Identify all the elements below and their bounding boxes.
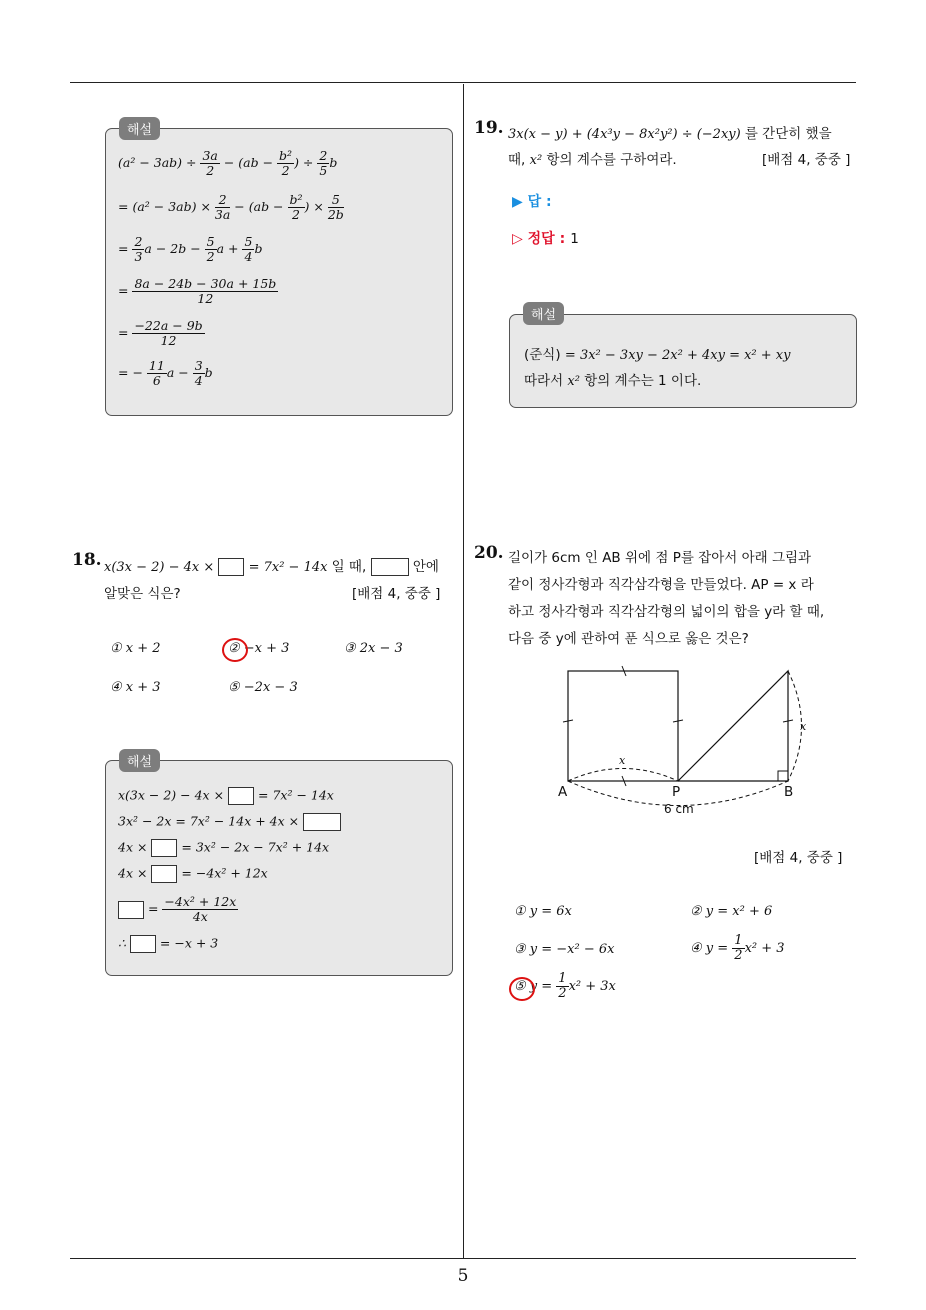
sol17-line-5: = $\frac{-22a - 9b}{12}$ bbox=[118, 318, 203, 348]
q20-choice-2[interactable]: ② y = x² + 6 bbox=[690, 904, 773, 919]
answer-blank bbox=[218, 558, 244, 576]
solution-tag-18: 해설 bbox=[119, 749, 160, 772]
solution-box-18 bbox=[105, 760, 453, 976]
sol19-line-2: 따라서 x² 항의 계수는 1 이다. bbox=[524, 373, 702, 389]
sol18-line-4: 4x × = −4x² + 12x bbox=[118, 865, 268, 883]
q18-line-2: 알맞은 식은? bbox=[104, 586, 181, 602]
q19-score: [배점 4, 중중 ] bbox=[762, 152, 851, 168]
q18-score: [배점 4, 중중 ] bbox=[352, 586, 441, 602]
q20-line-4: 다음 중 y에 관하여 푼 식으로 옳은 것은? bbox=[508, 631, 749, 647]
selected-answer-circle bbox=[222, 638, 248, 662]
sol17-line-2: = (a² − 3ab) × $\frac{2}{3a}$ − (ab − $\frac{\text{b²}}{2}$ ) × $\frac{5}{2b}$ bbox=[118, 192, 344, 222]
top-rule bbox=[70, 82, 856, 83]
q18-choice-2[interactable]: ② −x + 3 bbox=[228, 641, 290, 656]
point-p-label: P bbox=[672, 784, 681, 800]
solution-box-19 bbox=[509, 314, 857, 408]
length-label: 6 cm bbox=[664, 802, 694, 816]
point-a-label: A bbox=[558, 784, 568, 800]
column-divider bbox=[463, 84, 464, 1258]
sol18-line-6: ∴ = −x + 3 bbox=[118, 935, 218, 953]
question-number-18: 18. bbox=[72, 550, 102, 570]
q19-line-2: 때, x² 항의 계수를 구하여라. bbox=[508, 152, 677, 168]
q20-choice-1[interactable]: ① y = 6x bbox=[514, 904, 572, 919]
solution-tag-19: 해설 bbox=[523, 302, 564, 325]
question-number-20: 20. bbox=[474, 543, 504, 563]
sol18-line-3: 4x × = 3x² − 2x − 7x² + 14x bbox=[118, 839, 329, 857]
q20-choice-5[interactable]: ⑤ y = $\frac{1}{2}$ x² + 3x bbox=[514, 971, 616, 1001]
sol17-line-4: = $\frac{8a - 24b - 30a + 15b}{12}$ bbox=[118, 276, 277, 306]
q18-choice-4[interactable]: ④ x + 3 bbox=[110, 680, 161, 695]
sol17-line-1: (a² − 3ab) ÷ $\frac{3a}{2}$ − (ab − $\frac{\text{b²}}{2}$ ) ÷ $\frac{2}{5}$ b bbox=[118, 148, 338, 178]
q18-choice-3[interactable]: ③ 2x − 3 bbox=[344, 641, 403, 656]
q20-line-3: 하고 정사각형과 직각삼각형의 넓이의 합을 y라 할 때, bbox=[508, 604, 825, 620]
sol18-line-2: 3x² − 2x = 7x² − 14x + 4x × bbox=[118, 813, 341, 831]
x-label-ap: x bbox=[619, 754, 626, 767]
answer-blank bbox=[371, 558, 409, 576]
sol19-line-1: (준식) = 3x² − 3xy − 2x² + 4xy = x² + xy bbox=[524, 347, 791, 363]
bottom-rule bbox=[70, 1258, 856, 1259]
sol17-line-3: = $\frac{2}{3}$ a − 2b − $\frac{5}{2}$ a + $\frac{5}{4}$ b bbox=[118, 234, 263, 264]
answer-label: ▶ 답 : bbox=[512, 194, 552, 210]
q19-line-1: 3x(x − y) + (4x³y − 8x²y²) ÷ (−2xy) 를 간단히 했을 bbox=[508, 126, 832, 142]
q20-choice-3[interactable]: ③ y = −x² − 6x bbox=[514, 942, 615, 957]
point-b-label: B bbox=[784, 784, 794, 800]
q20-choice-4[interactable]: ④ y = $\frac{1}{2}$ x² + 3 bbox=[690, 933, 785, 963]
sol18-line-1: x(3x − 2) − 4x × = 7x² − 14x bbox=[118, 787, 334, 805]
sol17-line-6: = − $\frac{11}{6}$ a − $\frac{3}{4}$ b bbox=[118, 358, 213, 388]
solution-box-17 bbox=[105, 128, 453, 416]
q20-score: [배점 4, 중중 ] bbox=[754, 850, 843, 866]
x-label-side: x bbox=[800, 720, 807, 733]
q18-choice-5[interactable]: ⑤ −2x − 3 bbox=[228, 680, 298, 695]
page-number: 5 bbox=[457, 1266, 469, 1286]
solution-tag-17: 해설 bbox=[119, 117, 160, 140]
q20-line-2: 같이 정사각형과 직각삼각형을 만들었다. AP = x 라 bbox=[508, 577, 814, 593]
q18-choice-1[interactable]: ① x + 2 bbox=[110, 641, 161, 656]
selected-answer-circle bbox=[509, 977, 535, 1001]
q20-line-1: 길이가 6cm 인 AB 위에 점 P를 잡아서 아래 그림과 bbox=[508, 550, 812, 566]
correct-answer: ▷ 정답 : 1 bbox=[512, 231, 579, 247]
q18-line-1: x(3x − 2) − 4x × = 7x² − 14x 일 때, 안에 bbox=[104, 559, 439, 575]
question-number-19: 19. bbox=[474, 118, 504, 138]
sol18-line-5: = $\frac{\text{−4x² + 12x}}{4x}$ bbox=[118, 895, 238, 924]
